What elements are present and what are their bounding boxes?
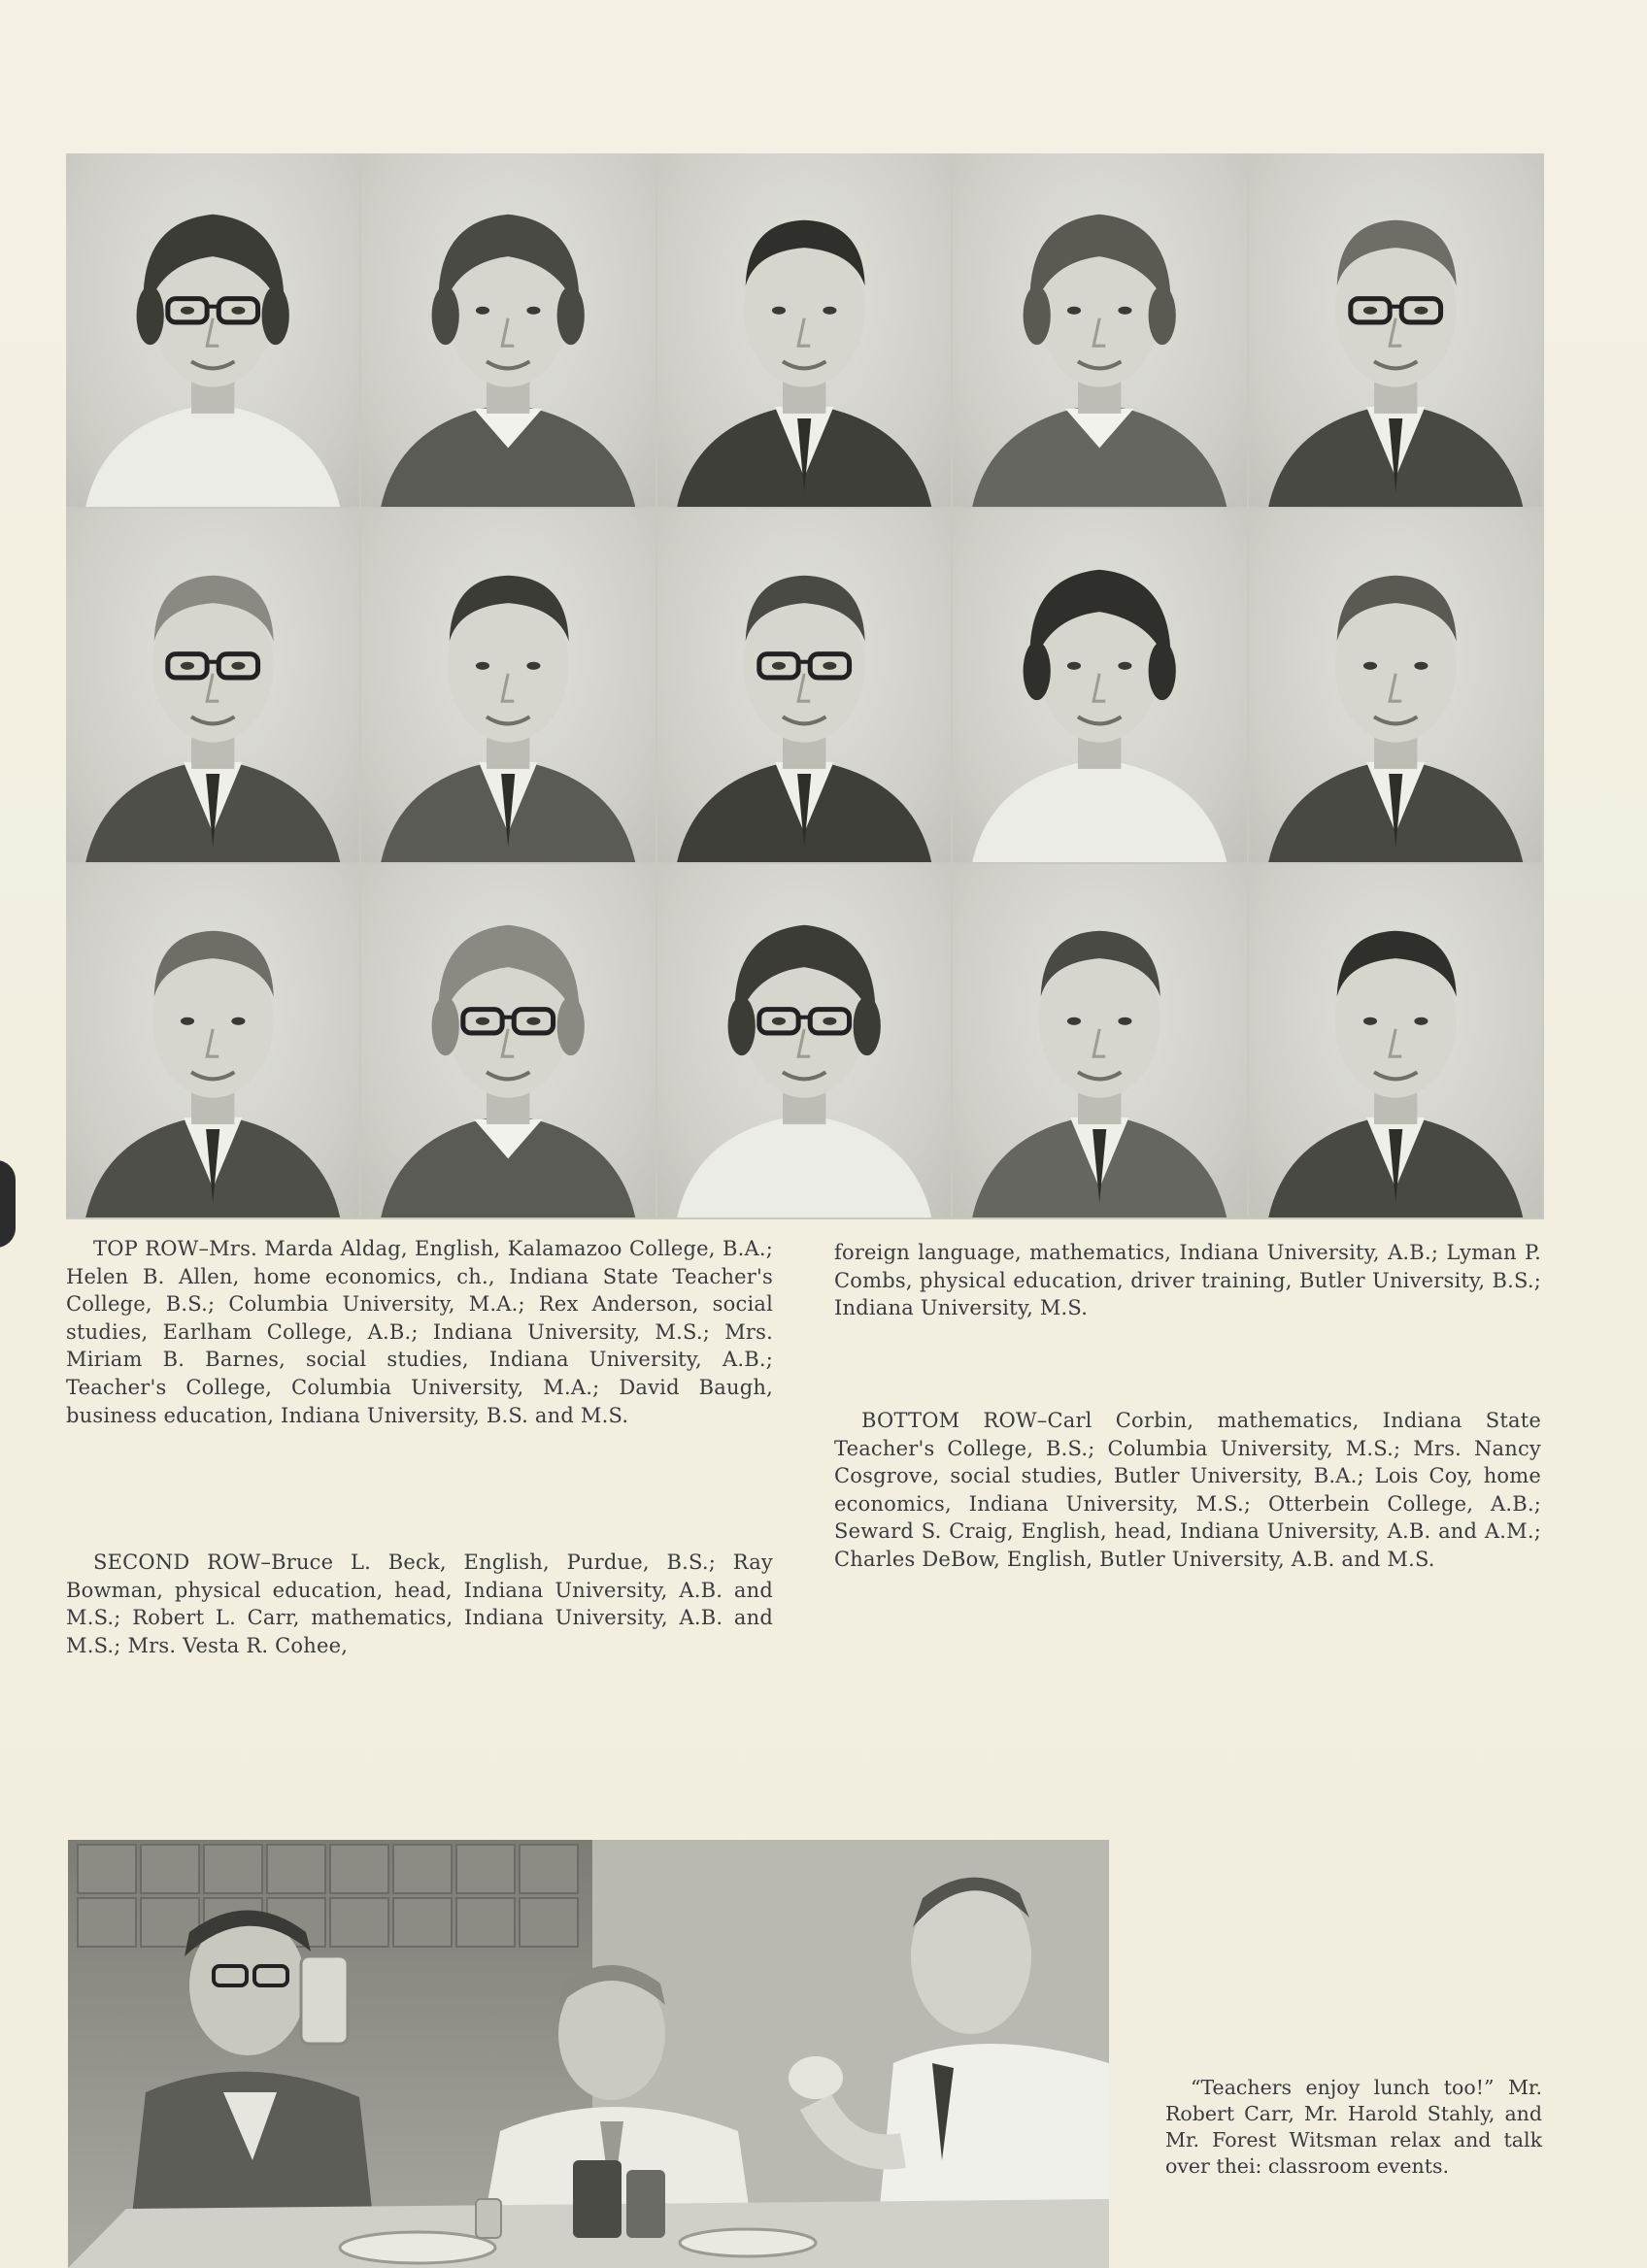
portrait-photo <box>361 864 655 1217</box>
portrait-photo <box>657 153 951 507</box>
portrait-second-row-3 <box>657 509 953 864</box>
portrait-second-row-2 <box>361 509 656 864</box>
portrait-bottom-row-1 <box>66 864 361 1219</box>
portrait-top-row-3 <box>657 153 953 509</box>
portrait-top-row-2 <box>361 153 656 509</box>
portrait-top-row-4 <box>953 153 1248 509</box>
portrait-photo <box>953 864 1246 1217</box>
caption-bottom-row-text: BOTTOM ROW–Carl Corbin, mathematics, Indiana State Teacher's College, B.S.; Columbia University, M.S.; Mrs. Nancy Cosgrove, social studies, Butler University, B.A.; Lois Coy, home economics, Indiana University, M.S.; Otterbein College, A.B.; Seward S. Craig, English, head, Indiana University, A.B. and A.M.; Charles DeBow, English, Butler University, A.B. and M.S. <box>834 1409 1541 1571</box>
caption-second-row-continued <box>834 1239 1541 1322</box>
portrait-photo <box>1249 509 1542 862</box>
portrait-bottom-row-2 <box>361 864 656 1219</box>
portrait-photo <box>1249 864 1542 1217</box>
portrait-top-row-5 <box>1249 153 1544 509</box>
portrait-bottom-row-5 <box>1249 864 1544 1219</box>
teachers-lunch-photo <box>68 1840 1109 2268</box>
lunch-photo-image <box>68 1840 1109 2268</box>
portrait-photo <box>657 509 951 862</box>
portrait-photo <box>1249 153 1542 507</box>
caption-bottom-row <box>834 1407 1541 1574</box>
portrait-second-row-1 <box>66 509 361 864</box>
portrait-photo <box>66 153 359 507</box>
caption-top-row-text: TOP ROW–Mrs. Marda Aldag, English, Kalamazoo College, B.A.; Helen B. Allen, home economics, ch., Indiana State Teacher's College, B.S.; Columbia University, M.A.; Rex Anderson, social studies, Earlham College, A.B.; Indiana University, M.S.; Mrs. Miriam B. Barnes, social studies, Indiana University, A.B.; Teacher's College, Columbia University, M.A.; David Baugh, business education, Indiana University, B.S. and M.S. <box>66 1237 773 1427</box>
caption-second-row <box>66 1549 773 1659</box>
binding-hole <box>0 1160 16 1248</box>
caption-top-row <box>66 1235 773 1429</box>
caption-second-row-text: SECOND ROW–Bruce L. Beck, English, Purdue, B.S.; Ray Bowman, physical education, head, Indiana University, A.B. and M.S.; Robert L. Carr, mathematics, Indiana University, A.B. and M.S.; Mrs. Vesta R. Cohee, <box>66 1551 773 1657</box>
caption-second-row-continued-text: foreign language, mathematics, Indiana University, A.B.; Lyman P. Combs, physical education, driver training, Butler University, B.S.; Indiana University, M.S. <box>834 1241 1541 1320</box>
portrait-photo <box>953 153 1246 507</box>
portrait-second-row-4 <box>953 509 1248 864</box>
portrait-photo <box>361 153 655 507</box>
lunch-photo-caption <box>1165 2075 1542 2180</box>
portrait-top-row-1 <box>66 153 361 509</box>
portrait-bottom-row-3 <box>657 864 953 1219</box>
portrait-photo <box>953 509 1246 862</box>
portrait-photo <box>66 864 359 1217</box>
portrait-bottom-row-4 <box>953 864 1248 1219</box>
lunch-caption-text: “Teachers enjoy lunch too!” Mr. Robert Carr, Mr. Harold Stahly, and Mr. Forest Witsman relax and talk over thei: classroom events. <box>1165 2076 1542 2178</box>
portrait-photo <box>657 864 951 1217</box>
portrait-photo <box>66 509 359 862</box>
faculty-portrait-grid <box>66 153 1544 1219</box>
portrait-photo <box>361 509 655 862</box>
portrait-second-row-5 <box>1249 509 1544 864</box>
